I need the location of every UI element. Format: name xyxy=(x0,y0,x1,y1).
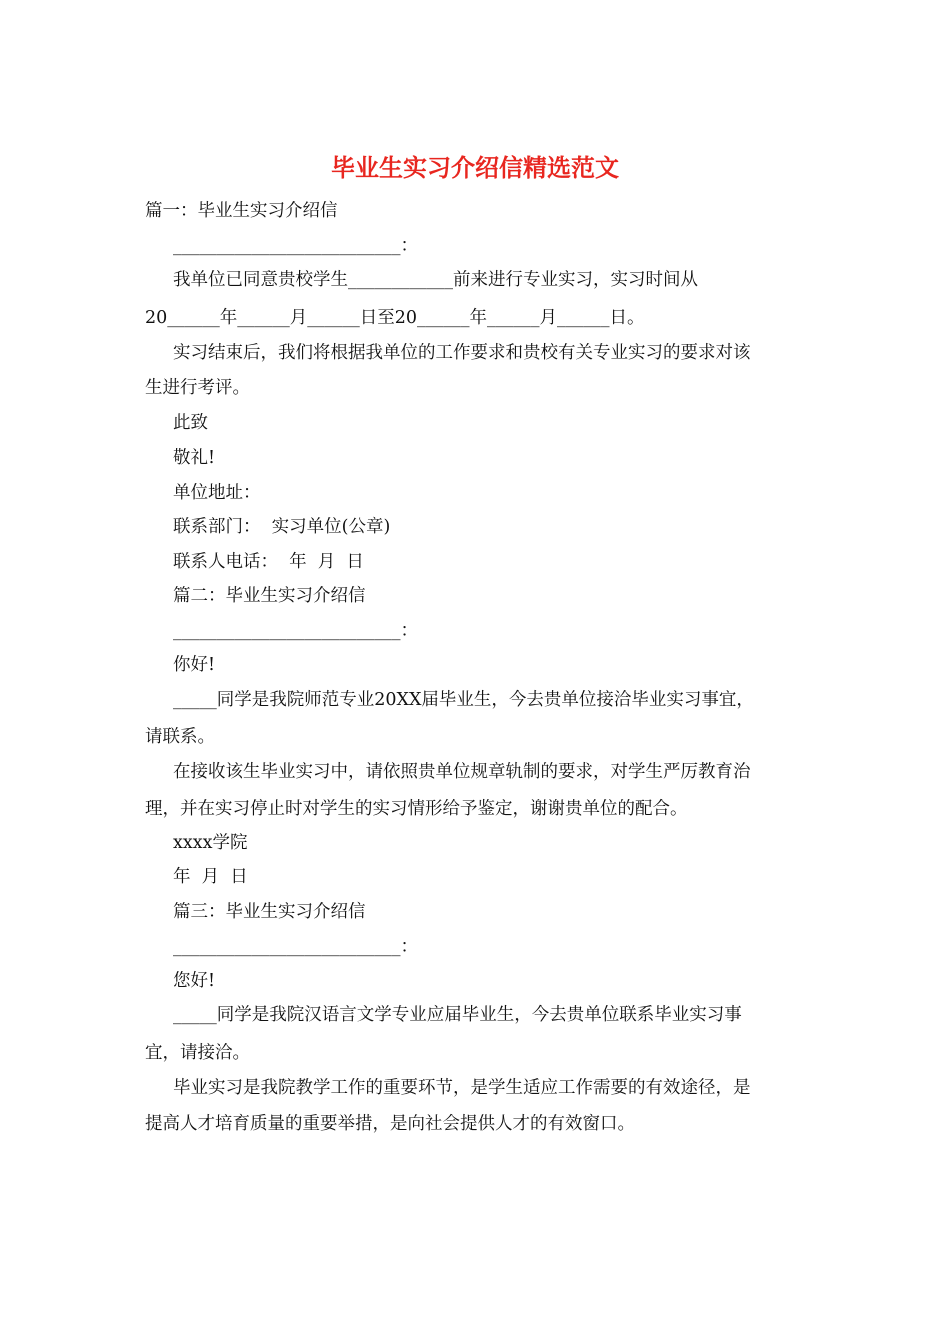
address-line: 单位地址： xyxy=(173,483,261,503)
paragraph-line: _____同学是我院汉语言文学专业应届毕业生，今去贵单位联系毕业实习事 xyxy=(173,1005,742,1025)
paragraph-line: 生进行考评。 xyxy=(145,378,250,398)
signature-line: xxxx学院 xyxy=(173,833,248,853)
section-heading-1: 篇一：毕业生实习介绍信 xyxy=(145,201,338,221)
document-title: 毕业生实习介绍信精选范文 xyxy=(331,153,619,182)
closing-line: 敬礼! xyxy=(173,448,216,468)
paragraph-line: 毕业实习是我院教学工作的重要环节，是学生适应工作需要的有效途径，是 xyxy=(173,1078,751,1098)
phone-date-line: 联系人电话： 年 月 日 xyxy=(173,552,364,572)
paragraph-line: 20______年______月______日至20______年______月______日。 xyxy=(145,308,645,328)
paragraph-line: 请联系。 xyxy=(145,727,215,747)
recipient-blank-2: __________________________： xyxy=(173,621,418,641)
paragraph-line: 我单位已同意贵校学生____________前来进行专业实习，实习时间从 xyxy=(173,270,698,290)
recipient-blank-1: __________________________： xyxy=(173,236,418,256)
paragraph-line: 提高人才培育质量的重要举措，是向社会提供人才的有效窗口。 xyxy=(145,1114,635,1134)
paragraph-line: 实习结束后，我们将根据我单位的工作要求和贵校有关专业实习的要求对该 xyxy=(173,343,751,363)
section-heading-2: 篇二：毕业生实习介绍信 xyxy=(173,586,366,606)
department-line: 联系部门： 实习单位(公章) xyxy=(173,517,391,537)
paragraph-line: 理，并在实习停止时对学生的实习情形给予鉴定，谢谢贵单位的配合。 xyxy=(145,799,688,819)
closing-line: 此致 xyxy=(173,413,208,433)
paragraph-line: 宜，请接洽。 xyxy=(145,1043,250,1063)
greeting-line: 您好! xyxy=(173,971,216,991)
date-line: 年 月 日 xyxy=(173,867,248,887)
paragraph-line: 在接收该生毕业实习中，请依照贵单位规章轨制的要求，对学生严厉教育治 xyxy=(173,762,751,782)
paragraph-line: _____同学是我院师范专业20XX届毕业生，今去贵单位接洽毕业实习事宜， xyxy=(173,690,754,710)
section-heading-3: 篇三：毕业生实习介绍信 xyxy=(173,902,366,922)
greeting-line: 你好! xyxy=(173,655,216,675)
recipient-blank-3: __________________________： xyxy=(173,937,418,957)
